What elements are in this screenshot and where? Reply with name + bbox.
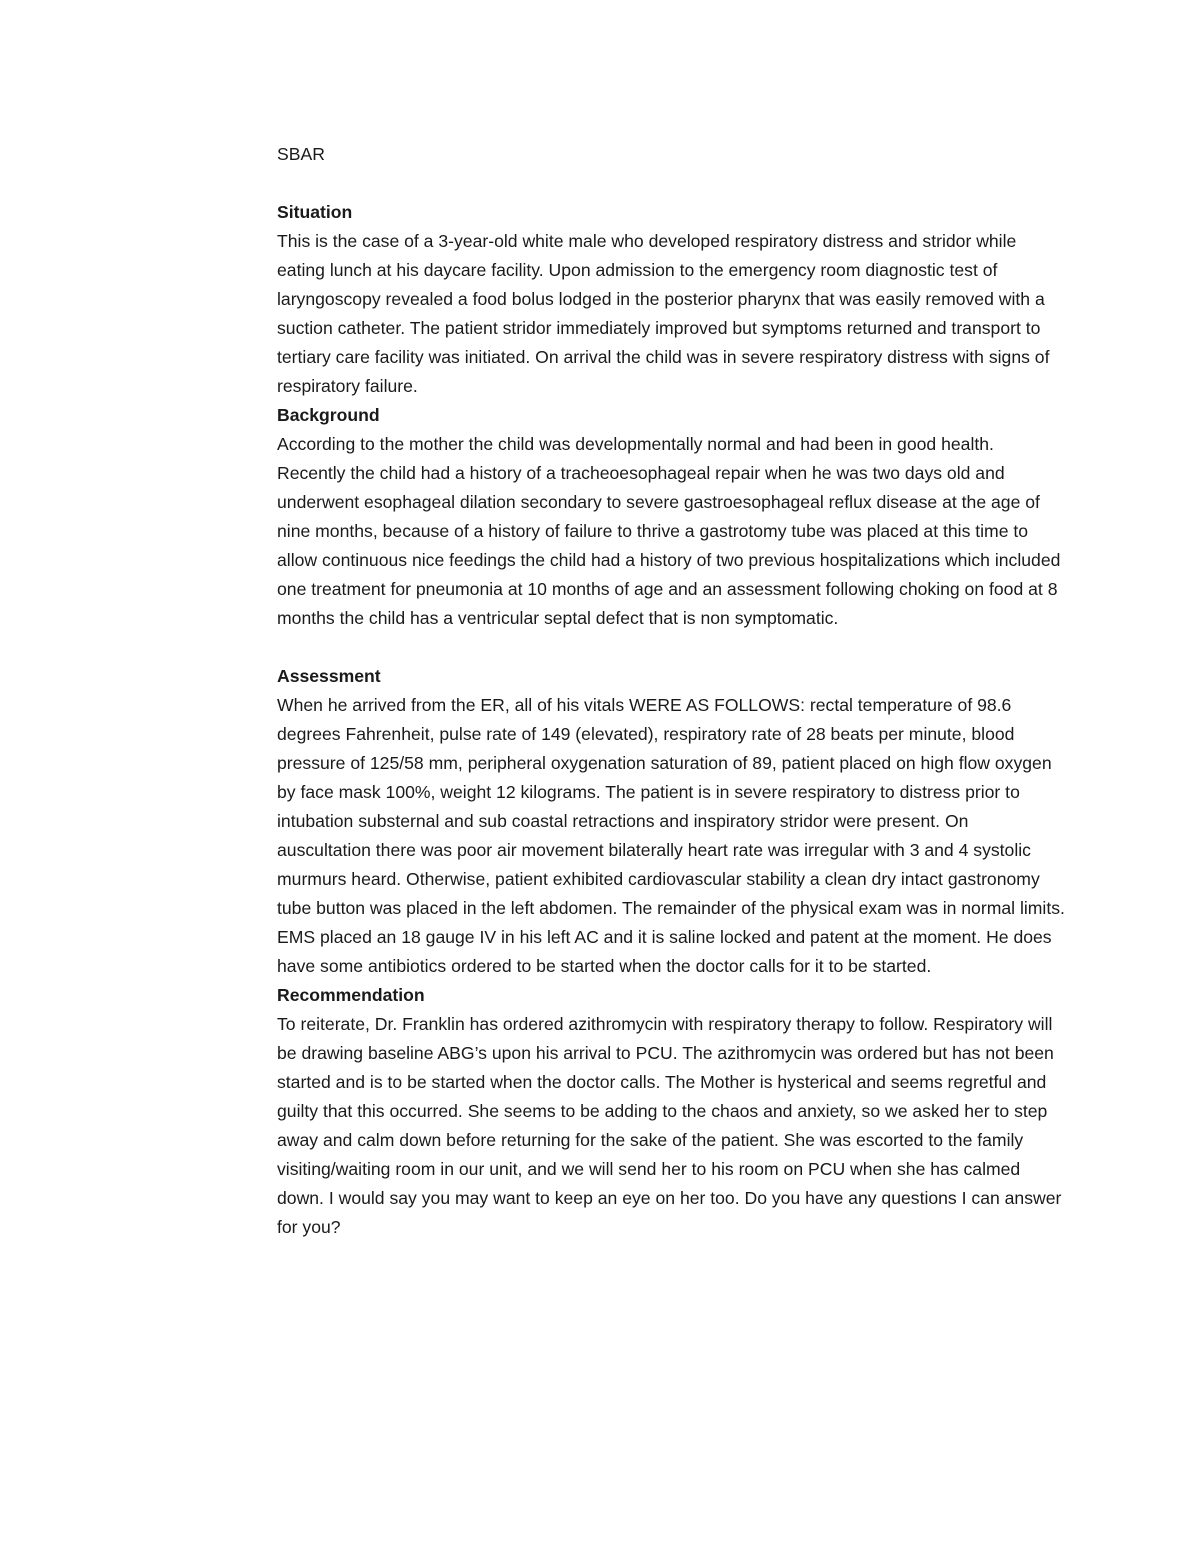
assessment-text: When he arrived from the ER, all of his vitals WERE AS FOLLOWS: rectal temperature of 98.6 degrees Fahrenheit, pulse rate of 149 (elevated), respiratory rate of 28 beats per minute, blood pressure of 125/58 mm, peripheral oxygenation saturation of 89, patient placed on high flow oxygen by face mask 100%, weight 12 kilograms. The patient is in severe respiratory to distress prior to intubation substernal and sub coastal retractions and inspiratory stridor were present. On auscultation there was poor air movement bilaterally heart rate was irregular with 3 and 4 systolic murmurs heard. Otherwise, patient exhibited cardiovascular stability a clean dry intact gastronomy tube button was placed in the left abdomen. The remainder of the physical exam was in normal limits. EMS placed an 18 gauge IV in his left AC and it is saline locked and patent at the moment. He does have some antibiotics ordered to be started when the doctor calls for it to be started. <box>277 695 1065 976</box>
section-spacer <box>277 633 1067 662</box>
background-text: According to the mother the child was developmentally normal and had been in good health. Recently the child had a history of a tracheoesophageal repair when he was two days old and underwent esophageal dilation secondary to severe gastroesophageal reflux disease at the age of nine months, because of a history of failure to thrive a gastrotomy tube was placed at this time to allow continuous nice feedings the child had a history of two previous hospitalizations which included one treatment for pneumonia at 10 months of age and an assessment following choking on food at 8 months the child has a ventricular septal defect that is non symptomatic. <box>277 434 1061 628</box>
situation-section <box>277 198 1067 401</box>
situation-text: This is the case of a 3-year-old white male who developed respiratory distress and stridor while eating lunch at his daycare facility. Upon admission to the emergency room diagnostic test of laryngoscopy revealed a food bolus lodged in the posterior pharynx that was easily removed with a suction catheter. The patient stridor immediately improved but symptoms returned and transport to tertiary care facility was initiated. On arrival the child was in severe respiratory distress with signs of respiratory failure. <box>277 231 1050 396</box>
document-title: SBAR <box>277 144 325 164</box>
recommendation-heading: Recommendation <box>277 985 425 1005</box>
background-heading: Background <box>277 405 380 425</box>
situation-heading: Situation <box>277 202 353 222</box>
assessment-section <box>277 662 1067 981</box>
recommendation-text: To reiterate, Dr. Franklin has ordered azithromycin with respiratory therapy to follow. Respiratory will be drawing baseline ABG’s upon his arrival to PCU. The azithromycin was ordered but has not been started and is to be started when the doctor calls. The Mother is hysterical and seems regretful and guilty that this occurred. She seems to be adding to the chaos and anxiety, so we asked her to step away and calm down before returning for the sake of the patient. She was escorted to the family visiting/waiting room in our unit, and we will send her to his room on PCU when she has calmed down. I would say you may want to keep an eye on her too. Do you have any questions I can answer for you? <box>277 1014 1062 1237</box>
background-section <box>277 401 1067 633</box>
recommendation-section <box>277 981 1067 1242</box>
assessment-heading: Assessment <box>277 666 381 686</box>
document-content <box>277 140 1067 1242</box>
